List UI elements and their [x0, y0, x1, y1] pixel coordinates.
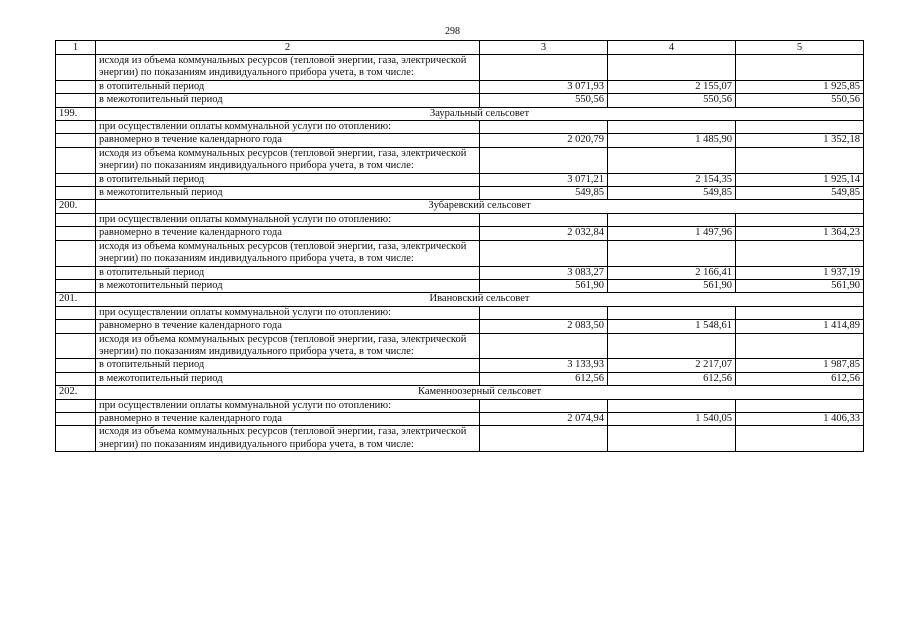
row-number — [56, 94, 96, 107]
row-number: 201. — [56, 293, 96, 306]
value-col-4: 549,85 — [608, 187, 736, 200]
value-col-4 — [608, 240, 736, 266]
value-col-3: 549,85 — [480, 187, 608, 200]
section-title: Каменноозерный сельсовет — [96, 386, 864, 399]
row-description: в межотопительный период — [96, 187, 480, 200]
section-row — [56, 200, 864, 213]
value-col-5: 1 937,19 — [736, 266, 864, 279]
section-title: Зубаревский сельсовет — [96, 200, 864, 213]
table-row — [56, 372, 864, 385]
table-row — [56, 134, 864, 147]
row-number — [56, 187, 96, 200]
value-col-4 — [608, 147, 736, 173]
value-col-5 — [736, 399, 864, 412]
row-number — [56, 213, 96, 226]
table-row — [56, 279, 864, 292]
row-number — [56, 426, 96, 452]
section-title: Ивановский сельсовет — [96, 293, 864, 306]
value-col-4 — [608, 55, 736, 81]
value-col-3 — [480, 121, 608, 134]
value-col-5 — [736, 306, 864, 319]
value-col-5 — [736, 333, 864, 359]
tariff-table — [55, 40, 864, 452]
table-row — [56, 227, 864, 240]
value-col-3 — [480, 213, 608, 226]
section-row — [56, 107, 864, 120]
value-col-3: 2 032,84 — [480, 227, 608, 240]
table-row — [56, 320, 864, 333]
value-col-5 — [736, 147, 864, 173]
table-row — [56, 399, 864, 412]
table-row — [56, 333, 864, 359]
section-row — [56, 293, 864, 306]
value-col-3: 612,56 — [480, 372, 608, 385]
value-col-5 — [736, 426, 864, 452]
row-number — [56, 173, 96, 186]
value-col-3: 3 083,27 — [480, 266, 608, 279]
value-col-4: 550,56 — [608, 94, 736, 107]
row-number — [56, 134, 96, 147]
value-col-4: 612,56 — [608, 372, 736, 385]
value-col-3: 561,90 — [480, 279, 608, 292]
row-description: равномерно в течение календарного года — [96, 227, 480, 240]
header-cell-5: 5 — [736, 41, 864, 55]
value-col-4: 561,90 — [608, 279, 736, 292]
row-description: равномерно в течение календарного года — [96, 320, 480, 333]
row-number: 200. — [56, 200, 96, 213]
table-row — [56, 80, 864, 93]
value-col-5: 1 414,89 — [736, 320, 864, 333]
value-col-4: 1 497,96 — [608, 227, 736, 240]
value-col-5: 1 987,85 — [736, 359, 864, 372]
table-body — [56, 41, 864, 452]
row-number — [56, 359, 96, 372]
value-col-4 — [608, 121, 736, 134]
value-col-4: 2 217,07 — [608, 359, 736, 372]
row-number — [56, 121, 96, 134]
row-number — [56, 240, 96, 266]
value-col-3: 2 083,50 — [480, 320, 608, 333]
row-number: 202. — [56, 386, 96, 399]
row-number — [56, 412, 96, 425]
row-number: 199. — [56, 107, 96, 120]
row-description: при осуществлении оплаты коммунальной услуги по отоплению: — [96, 306, 480, 319]
value-col-4: 1 540,05 — [608, 412, 736, 425]
value-col-4: 1 548,61 — [608, 320, 736, 333]
header-cell-3: 3 — [480, 41, 608, 55]
row-description: при осуществлении оплаты коммунальной услуги по отоплению: — [96, 121, 480, 134]
table-row — [56, 266, 864, 279]
value-col-3: 550,56 — [480, 94, 608, 107]
table-row — [56, 426, 864, 452]
value-col-3 — [480, 147, 608, 173]
value-col-3 — [480, 306, 608, 319]
value-col-4: 2 155,07 — [608, 80, 736, 93]
value-col-4: 1 485,90 — [608, 134, 736, 147]
row-description: в отопительный период — [96, 359, 480, 372]
row-number — [56, 333, 96, 359]
value-col-3 — [480, 55, 608, 81]
value-col-4: 2 166,41 — [608, 266, 736, 279]
value-col-5: 1 925,14 — [736, 173, 864, 186]
value-col-5: 1 925,85 — [736, 80, 864, 93]
header-cell-2: 2 — [96, 41, 480, 55]
row-description: в отопительный период — [96, 266, 480, 279]
value-col-5: 550,56 — [736, 94, 864, 107]
row-number — [56, 320, 96, 333]
value-col-4 — [608, 399, 736, 412]
value-col-5: 1 364,23 — [736, 227, 864, 240]
value-col-5: 561,90 — [736, 279, 864, 292]
row-description: в межотопительный период — [96, 372, 480, 385]
row-number — [56, 306, 96, 319]
row-description: в отопительный период — [96, 80, 480, 93]
row-number — [56, 399, 96, 412]
value-col-3: 3 133,93 — [480, 359, 608, 372]
row-description: в межотопительный период — [96, 279, 480, 292]
row-number — [56, 227, 96, 240]
table-row — [56, 213, 864, 226]
header-cell-1: 1 — [56, 41, 96, 55]
header-cell-4: 4 — [608, 41, 736, 55]
value-col-3 — [480, 426, 608, 452]
value-col-4 — [608, 333, 736, 359]
table-header-row — [56, 41, 864, 55]
row-description: при осуществлении оплаты коммунальной услуги по отоплению: — [96, 213, 480, 226]
value-col-3: 2 020,79 — [480, 134, 608, 147]
row-description: исходя из объема коммунальных ресурсов (тепловой энергии, газа, электрической энергии) по показаниям индивидуального прибора учета, в том числе: — [96, 147, 480, 173]
table-row — [56, 121, 864, 134]
row-number — [56, 147, 96, 173]
row-number — [56, 55, 96, 81]
row-description: исходя из объема коммунальных ресурсов (тепловой энергии, газа, электрической энергии) по показаниям индивидуального прибора учета, в том числе: — [96, 426, 480, 452]
value-col-3 — [480, 333, 608, 359]
table-row — [56, 173, 864, 186]
section-row — [56, 386, 864, 399]
value-col-3: 3 071,93 — [480, 80, 608, 93]
row-description: в межотопительный период — [96, 94, 480, 107]
table-row — [56, 187, 864, 200]
table-row — [56, 412, 864, 425]
table-row — [56, 306, 864, 319]
value-col-4 — [608, 426, 736, 452]
table-row — [56, 359, 864, 372]
row-description: исходя из объема коммунальных ресурсов (тепловой энергии, газа, электрической энергии) по показаниям индивидуального прибора учета, в том числе: — [96, 333, 480, 359]
table-row — [56, 147, 864, 173]
value-col-4 — [608, 306, 736, 319]
row-number — [56, 266, 96, 279]
row-number — [56, 80, 96, 93]
value-col-3: 2 074,94 — [480, 412, 608, 425]
value-col-5 — [736, 213, 864, 226]
table-row — [56, 240, 864, 266]
value-col-3: 3 071,21 — [480, 173, 608, 186]
row-description: исходя из объема коммунальных ресурсов (тепловой энергии, газа, электрической энергии) по показаниям индивидуального прибора учета, в том числе: — [96, 55, 480, 81]
row-description: равномерно в течение календарного года — [96, 134, 480, 147]
row-description: исходя из объема коммунальных ресурсов (тепловой энергии, газа, электрической энергии) по показаниям индивидуального прибора учета, в том числе: — [96, 240, 480, 266]
value-col-5: 549,85 — [736, 187, 864, 200]
value-col-3 — [480, 399, 608, 412]
table-row — [56, 55, 864, 81]
value-col-5: 612,56 — [736, 372, 864, 385]
value-col-3 — [480, 240, 608, 266]
row-description: равномерно в течение календарного года — [96, 412, 480, 425]
value-col-5 — [736, 240, 864, 266]
value-col-5 — [736, 55, 864, 81]
value-col-5: 1 352,18 — [736, 134, 864, 147]
row-number — [56, 372, 96, 385]
table-row — [56, 94, 864, 107]
section-title: Зауральный сельсовет — [96, 107, 864, 120]
row-number — [56, 279, 96, 292]
row-description: в отопительный период — [96, 173, 480, 186]
value-col-4: 2 154,35 — [608, 173, 736, 186]
value-col-4 — [608, 213, 736, 226]
page-number: 298 — [445, 26, 460, 37]
row-description: при осуществлении оплаты коммунальной услуги по отоплению: — [96, 399, 480, 412]
value-col-5: 1 406,33 — [736, 412, 864, 425]
value-col-5 — [736, 121, 864, 134]
